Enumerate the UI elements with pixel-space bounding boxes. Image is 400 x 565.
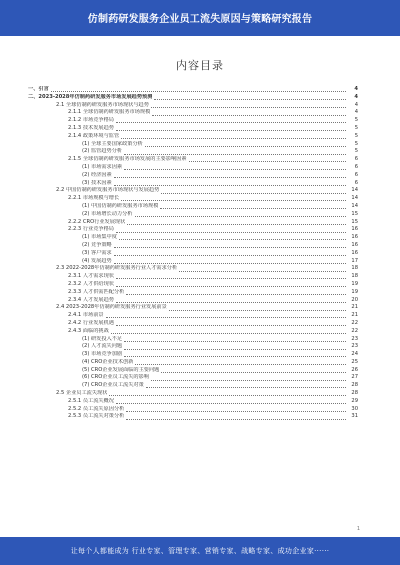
toc-entry-label: 2.2 中国仿制药研发服务市场现状与发展趋势 (56, 187, 160, 194)
toc-entry-label: (2) 人才流失问题 (82, 343, 123, 350)
toc-entry[interactable] (28, 195, 358, 203)
toc-entry-label: 2.1.1 全球仿制药研发服务市场规模 (68, 109, 151, 116)
toc-entry-page: 14 (351, 202, 358, 209)
toc-leader-dots (114, 263, 346, 264)
toc-entry[interactable] (28, 390, 358, 398)
toc-leader-dots (124, 169, 346, 170)
toc-entry-page: 4 (354, 101, 358, 108)
toc-leader-dots (126, 411, 346, 412)
toc-leader-dots (146, 387, 346, 388)
toc-entry[interactable] (28, 312, 358, 320)
toc-entry-label: (4) 发展趋势 (82, 257, 112, 264)
toc-entry-label: 2.1.5 全球仿制药研发服务市场发展的主要影响因素 (68, 156, 187, 163)
toc-entry-label: 2.3 2022-2028年仿制药研发服务行业人才需求分析 (56, 265, 178, 272)
toc-entry-page: 31 (351, 413, 358, 420)
toc-entry-label: 2.3.1 人才需求现状 (68, 273, 114, 280)
toc-entry[interactable] (28, 102, 358, 110)
toc-entry[interactable] (28, 304, 358, 312)
toc-entry-page: 20 (351, 296, 358, 303)
toc-entry[interactable] (28, 258, 358, 266)
toc-entry[interactable] (28, 203, 358, 211)
toc-entry[interactable] (28, 109, 358, 117)
toc-entry-label: (3) 技术因素 (82, 179, 112, 186)
toc-entry-page: 15 (351, 218, 358, 225)
toc-entry[interactable] (28, 226, 358, 234)
toc-entry[interactable] (28, 265, 358, 273)
toc-leader-dots (116, 122, 346, 123)
toc-entry[interactable] (28, 125, 358, 133)
toc-leader-dots (121, 138, 346, 139)
toc-entry[interactable] (28, 250, 358, 258)
toc-entry-label: 2.4.2 行业发展机遇 (68, 319, 114, 326)
toc-leader-dots (161, 372, 346, 373)
toc-entry-page: 23 (351, 343, 358, 350)
toc-leader-dots (114, 185, 346, 186)
toc-leader-dots (189, 161, 346, 162)
toc-entry-page: 22 (351, 319, 358, 326)
toc-entry[interactable] (28, 234, 358, 242)
toc-entry-page: 28 (351, 390, 358, 397)
toc-entry-label: (5) CRO企业发展面临的主要问题 (82, 366, 160, 373)
toc-entry-label: 2.5.1 员工流失概况 (68, 397, 114, 404)
toc-entry-page: 14 (351, 187, 358, 194)
toc-entry-label: 2.2.3 行业竞争格局 (68, 226, 114, 233)
toc-entry-label: 2.3.3 人才供需匹配分析 (68, 288, 125, 295)
toc-leader-dots (124, 356, 346, 357)
toc-leader-dots (111, 333, 346, 334)
toc-entry-page: 5 (354, 117, 358, 124)
toc-leader-dots (152, 115, 346, 116)
toc-entry-label: (1) 全球主要国家政策分析 (82, 140, 143, 147)
toc-entry[interactable] (28, 320, 358, 328)
toc-entry-page: 28 (351, 382, 358, 389)
toc-leader-dots (116, 286, 346, 287)
page-number: 1 (356, 526, 360, 532)
toc-entry-page: 26 (351, 366, 358, 373)
toc-entry-page: 14 (351, 195, 358, 202)
toc-entry[interactable] (28, 398, 358, 406)
toc-entry-page: 29 (351, 397, 358, 404)
toc-entry[interactable] (28, 133, 358, 141)
toc-leader-dots (51, 91, 346, 92)
toc-leader-dots (114, 247, 346, 248)
toc-entry-page: 16 (351, 226, 358, 233)
toc-entry[interactable] (28, 273, 358, 281)
toc-entry-page: 16 (351, 249, 358, 256)
toc-leader-dots (116, 130, 346, 131)
toc-entry-page: 21 (351, 312, 358, 319)
toc-entry-label: (3) 客户需求 (82, 249, 112, 256)
toc-entry-label: 2.1 全球仿制药研发服务市场现状与趋势 (56, 101, 149, 108)
toc-leader-dots (145, 146, 346, 147)
toc-entry[interactable] (28, 219, 358, 227)
toc-entry[interactable] (28, 164, 358, 172)
toc-entry[interactable] (28, 343, 358, 351)
toc-entry-label: (1) 研发投入不足 (82, 335, 123, 342)
toc-entry-page: 6 (354, 171, 358, 178)
toc-entry-page: 4 (354, 93, 358, 100)
toc-entry-page: 5 (354, 148, 358, 155)
toc-entry-page: 24 (351, 351, 358, 358)
toc-entry-page: 5 (354, 140, 358, 147)
table-of-contents (28, 86, 358, 421)
toc-entry-label: 2.4.3 面临的挑战 (68, 327, 109, 334)
toc-leader-dots (124, 349, 346, 350)
toc-entry[interactable] (28, 328, 358, 336)
toc-entry[interactable] (28, 382, 358, 390)
toc-heading: 内容目录 (176, 59, 224, 72)
toc-leader-dots (151, 380, 346, 381)
toc-entry-page: 21 (351, 304, 358, 311)
toc-entry-page: 4 (354, 86, 358, 92)
toc-entry[interactable] (28, 242, 358, 250)
toc-entry-label: (2) 竞争策略 (82, 241, 112, 248)
toc-entry-label: 2.5 企业员工流失现状 (56, 390, 108, 397)
toc-leader-dots (135, 216, 347, 217)
toc-entry-label: 2.1.2 市场竞争格局 (68, 117, 114, 124)
toc-entry-label: (4) CRO企业技术创新 (82, 358, 134, 365)
toc-entry[interactable] (28, 367, 358, 375)
toc-leader-dots (154, 99, 346, 100)
toc-entry-label: 一、引言 (28, 86, 49, 92)
toc-entry-page: 18 (351, 273, 358, 280)
toc-leader-dots (135, 364, 346, 365)
toc-leader-dots (116, 232, 346, 233)
toc-leader-dots (126, 294, 346, 295)
toc-entry[interactable] (28, 289, 358, 297)
toc-entry[interactable] (28, 281, 358, 289)
toc-leader-dots (114, 177, 346, 178)
header-banner (0, 0, 400, 36)
footer-banner (0, 537, 400, 565)
toc-entry[interactable] (28, 211, 358, 219)
toc-entry-label: 2.5.2 员工流失原因分析 (68, 405, 125, 412)
toc-entry[interactable] (28, 374, 358, 382)
toc-leader-dots (124, 154, 346, 155)
toc-leader-dots (121, 200, 346, 201)
toc-entry-page: 6 (354, 179, 358, 186)
toc-entry-label: 二、2023-2028年仿制药研发服务市场发展趋势预测 (28, 93, 153, 100)
toc-entry-page: 6 (354, 163, 358, 170)
footer-slogan: 让每个人都能成为 行业专家、管理专家、营销专家、战略专家、成功企业家······ (70, 547, 330, 555)
toc-leader-dots (179, 271, 346, 272)
toc-entry[interactable] (28, 359, 358, 367)
toc-entry[interactable] (28, 406, 358, 414)
toc-entry-label: (6) CRO企业员工流失的影响 (82, 374, 149, 381)
toc-entry[interactable] (28, 141, 358, 149)
toc-entry-page: 18 (351, 265, 358, 272)
toc-leader-dots (160, 208, 346, 209)
toc-entry-page: 5 (354, 124, 358, 131)
toc-entry[interactable] (28, 86, 358, 94)
toc-entry[interactable] (28, 180, 358, 188)
toc-leader-dots (116, 302, 346, 303)
toc-entry-label: 2.4.1 市场前景 (68, 312, 104, 319)
toc-entry-label: 2.5.3 员工流失对策分析 (68, 413, 125, 420)
toc-entry[interactable] (28, 148, 358, 156)
toc-entry-label: 2.1.4 政策环境与监管 (68, 132, 120, 139)
toc-entry-label: 2.1.3 技术发展趋势 (68, 124, 114, 131)
toc-leader-dots (127, 224, 346, 225)
toc-entry-page: 30 (351, 405, 358, 412)
toc-entry-label: (7) CRO企业员工流失对策 (82, 382, 144, 389)
toc-entry-label: 2.2.1 市场规模与增长 (68, 195, 120, 202)
toc-entry-label: 2.2.2 CRO行业发展现状 (68, 218, 126, 225)
toc-entry-label: (2) 市场增长动力分析 (82, 210, 133, 217)
toc-entry[interactable] (28, 94, 358, 102)
toc-entry[interactable] (28, 336, 358, 344)
toc-entry[interactable] (28, 351, 358, 359)
toc-leader-dots (109, 395, 346, 396)
toc-entry-page: 19 (351, 280, 358, 287)
toc-leader-dots (106, 317, 346, 318)
toc-entry[interactable] (28, 187, 358, 195)
toc-entry-page: 15 (351, 210, 358, 217)
toc-leader-dots (114, 255, 346, 256)
toc-entry-page: 6 (354, 156, 358, 163)
toc-entry-page: 17 (351, 257, 358, 264)
toc-entry-page: 4 (354, 109, 358, 116)
toc-leader-dots (124, 341, 346, 342)
toc-leader-dots (116, 403, 346, 404)
report-title: 仿制药研发服务企业员工流失原因与策略研究报告 (87, 14, 313, 25)
toc-entry-page: 27 (351, 374, 358, 381)
toc-entry-page: 23 (351, 335, 358, 342)
toc-entry-label: 2.4 2023-2028年仿制药研发服务行业发展前景 (56, 304, 167, 311)
toc-entry-page: 16 (351, 234, 358, 241)
toc-entry-page: 22 (351, 327, 358, 334)
toc-leader-dots (161, 193, 346, 194)
toc-entry-page: 16 (351, 241, 358, 248)
toc-leader-dots (169, 310, 346, 311)
toc-entry[interactable] (28, 117, 358, 125)
toc-entry-label: (1) 中国仿制药研发服务市场规模 (82, 202, 159, 209)
toc-entry-label: 2.3.4 人才发展趋势 (68, 296, 114, 303)
toc-leader-dots (126, 419, 346, 420)
toc-entry-label: 2.3.2 人才供给现状 (68, 280, 114, 287)
toc-leader-dots (151, 107, 346, 108)
toc-entry[interactable] (28, 156, 358, 164)
toc-entry-page: 19 (351, 288, 358, 295)
toc-entry-label: (3) 市场竞争加剧 (82, 351, 123, 358)
toc-entry-label: (1) 市场集中度 (82, 234, 117, 241)
toc-entry-label: (2) 监管趋势分析 (82, 148, 123, 155)
toc-entry[interactable] (28, 297, 358, 305)
toc-leader-dots (116, 278, 346, 279)
toc-leader-dots (116, 325, 346, 326)
toc-entry-label: (1) 市场需求因素 (82, 163, 123, 170)
toc-entry-page: 5 (354, 132, 358, 139)
toc-entry[interactable] (28, 172, 358, 180)
toc-leader-dots (119, 239, 346, 240)
toc-entry-label: (2) 经济因素 (82, 171, 112, 178)
toc-entry[interactable] (28, 413, 358, 421)
toc-entry-page: 25 (351, 358, 358, 365)
